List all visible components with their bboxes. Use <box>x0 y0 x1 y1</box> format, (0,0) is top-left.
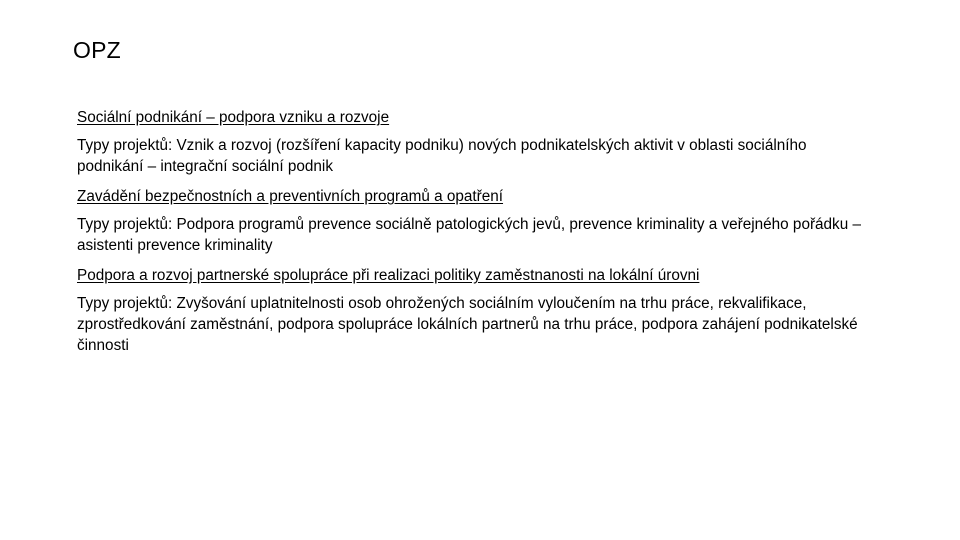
section-heading-social-business: Sociální podnikání – podpora vzniku a rozvoje <box>77 109 390 126</box>
section-text-social-business: Typy projektů: Vznik a rozvoj (rozšíření kapacity podniku) nových podnikatelských aktivit v oblasti sociálního podnikání – integrační sociální podnik <box>77 137 807 175</box>
slide-content <box>77 107 877 365</box>
section-heading-security-programs: Zavádění bezpečnostních a preventivních programů a opatření <box>77 188 504 205</box>
section-text-security-programs: Typy projektů: Podpora programů prevence sociálně patologických jevů, prevence kriminality a veřejného pořádku – asistenti prevence kriminality <box>77 216 861 254</box>
section-text-partnership: Typy projektů: Zvyšování uplatnitelnosti osob ohrožených sociálním vyloučením na trhu práce, rekvalifikace, zprostředkování zaměstnání, podpora spolupráce lokálních partnerů na trhu práce, podpora zahájení podnikatelské činnosti <box>77 295 858 354</box>
slide-title: OPZ <box>73 37 121 63</box>
section-heading-partnership: Podpora a rozvoj partnerské spolupráce při realizaci politiky zaměstnanosti na lokální úrovni <box>77 267 700 284</box>
